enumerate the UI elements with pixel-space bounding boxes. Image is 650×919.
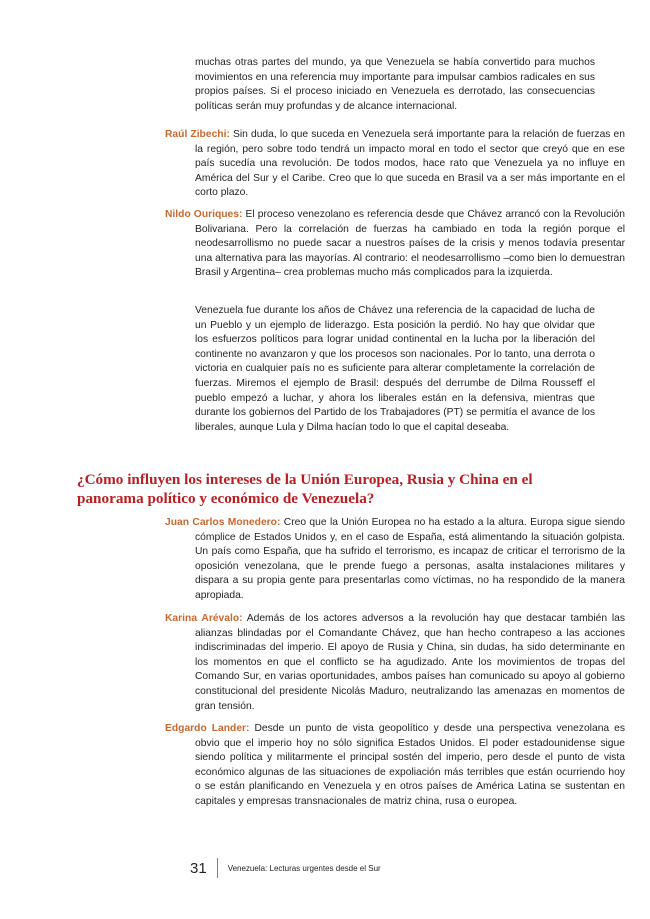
entry-raul-zibechi [165,128,625,201]
answer-text: Desde un punto de vista geopolítico y desde una perspectiva venezolana es obvio que el imperio hoy no sólo significa Estados Unidos. El poder estadounidense sigue siendo política y militarmente el principal sostén del imperio, pero desde el punto de vista económico algunas de las situaciones de expoliación más terribles que están ocurriendo hoy o se están planificando en Venezuela y en otros países de América Latina se sustentan en capitales y empresas transnacionales de matriz china, rusa o europea. [195,723,625,807]
page-number: 31 [190,859,207,877]
footer-divider [217,858,218,878]
speaker-name: Karina Arévalo: [165,613,243,624]
paragraph-after: Venezuela fue durante los años de Chávez una referencia de la capacidad de lucha de un Pueblo y un ejemplo de liderazgo. Esta posición la perdió. No hay que olvidar que los esfuerzos políticos para lograr unidad continental en la lucha por la liberación del continente no avanzaron y que los procesos son nacionales. Por lo tanto, una derrota o victoria en cualquier país no es suficiente para alterar completamente la correlación de fuerzas. Miremos el ejemplo de Brasil: después del derrumbe de Dilma Rousseff el pueblo empezó a luchar, y ahora los liberales están en la defensiva, mientras que durante los gobiernos del Partido de los Trabajadores (PT) se permitía el avance de los liberales, aunque Lula y Dilma hacían todo lo que el capital deseaba. [195,305,595,433]
entry-nildo-ouriques [165,208,625,281]
speaker-name: Raúl Zibechi: [165,129,230,140]
book-title: Venezuela: Lecturas urgentes desde el Sur [227,863,381,873]
answer-karina-arevalo [165,612,625,714]
answer-text: Además de los actores adversos a la revolución hay que destacar también las alianzas blindadas por el Comandante Chávez, que han hecho contrapeso a las acciones indiscriminadas del imperio. El apoyo de Rusia y China, sin dudas, ha sido determinante en los momentos en que el conflicto se ha agudizado. Ante los movimientos de tropas del Comando Sur, en varias oportunidades, ambos países han comunicado su apoyo al gobierno constitucional del presidente Nicolás Maduro, neutralizando las amenazas en momentos de gran tensión. [195,613,625,712]
page-footer [190,858,381,878]
section-question: ¿Cómo influyen los intereses de la Unión Europea, Rusia y China en el panorama político y económico de Venezuela? [77,471,533,507]
entry-text: El proceso venezolano es referencia desde que Chávez arrancó con la Revolución Bolivariana. Pero la correlación de fuerzas ha cambiado en toda la región porque el neodesarrollismo no puede sacar a nuestros países de la crisis y menos todavía presentar una alternativa para las mayorías. Al contrario: el neodesarrollismo –como bien lo demuestran Brasil y Argentina– crea problemas mucho más complicados para la izquierda. [195,209,625,279]
entry-text: Sin duda, lo que suceda en Venezuela será importante para la relación de fuerzas en la región, pero sobre todo tendrá un impacto moral en todo el sector que creyó que en ese país sucedía una revolución. De todos modos, hace rato que Venezuela ya no influye en América del Sur y el Caribe. Creo que lo que suceda en Brasil va a ser más importante en el corto plazo. [195,129,625,199]
answer-juan-carlos-monedero [165,516,625,604]
continuation-paragraph: muchas otras partes del mundo, ya que Venezuela se había convertido para muchos movimientos en una referencia muy importante para impulsar cambios radicales en sus propios países. Si el proceso iniciado en Venezuela es derrotado, las consecuencias políticas serán muy profundas y de alcance internacional. [195,57,595,112]
speaker-name: Nildo Ouriques: [165,209,243,220]
answer-text: Creo que la Unión Europea no ha estado a la altura. Europa sigue siendo cómplice de Estados Unidos y, en el caso de España, está alimentando la situación golpista. Un país como España, que ha sufrido el terrorismo, es incapaz de criticar el terrorismo de la oposición venezolana, que le prende fuego a personas, asalta instalaciones militares y dispara a su propia gente para presentarlas como víctimas, no ha respondido de la manera apropiada. [195,517,625,601]
speaker-name: Juan Carlos Monedero: [165,517,281,528]
answer-edgardo-lander [165,722,625,810]
speaker-name: Edgardo Lander: [165,723,250,734]
